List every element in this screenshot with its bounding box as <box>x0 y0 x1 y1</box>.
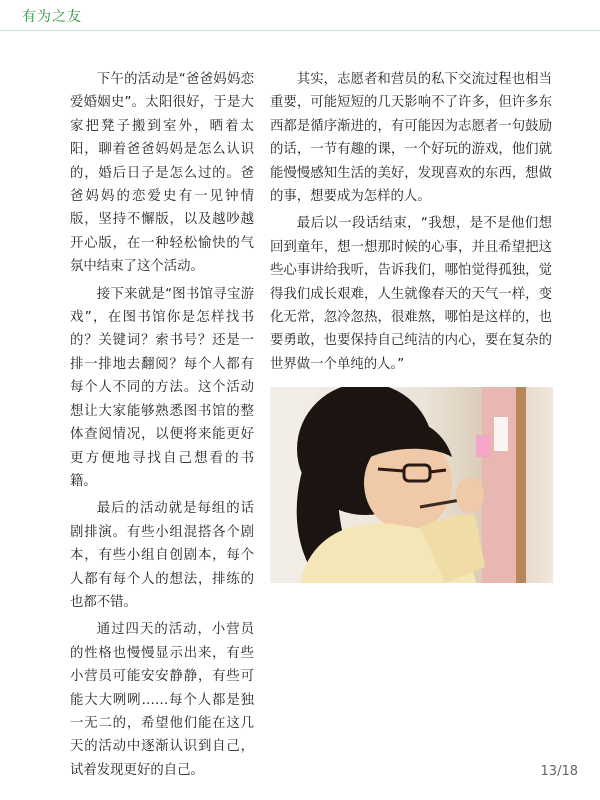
paragraph: 最后的活动就是每组的话剧排演。有些小组混搭各个剧本，有些小组自创剧本，每个人都有每个人的想法，排练的也都不错。 <box>70 501 254 610</box>
paragraph: 下午的活动是“爸爸妈妈恋爱婚姻史”。太阳很好，于是大家把凳子搬到室外，晒着太阳，聊着爸爸妈妈是怎么认识的，婚后日子是怎么过的。爸爸妈妈的恋爱史有一见钟情版，坚持不懈版，以及越吵越开心版，在一种轻松愉快的气氛中结束了这个活动。 <box>70 72 254 275</box>
paragraph: 通过四天的活动，小营员的性格也慢慢显示出来，有些小营员可能安安静静，有些可能大大咧咧……每个人都是独一无二的，希望他们能在这几天的活动中逐渐认识到自己，试着发现更好的自己。 <box>70 622 254 778</box>
header-divider <box>0 30 600 31</box>
page-number: 13/18 <box>540 764 578 779</box>
right-column <box>270 68 552 380</box>
paragraph: 最后以一段话结束，“我想，是不是他们想回到童年，想一想那时候的心事，并且希望把这些心事讲给我听，告诉我们，哪怕觉得孤独，觉得我们成长艰难，人生就像春天的天气一样，变化无常，忽冷忽热，很难熬，哪怕是这样的，也要勇敢，也要保持自己纯洁的内心，要在复杂的世界做一个单纯的人。” <box>270 216 552 372</box>
paragraph: 接下来就是“图书馆寻宝游戏”，在图书馆你是怎样找书的？关键词？索书号？还是一排一排地去翻阅？每个人都有每个人不同的方法。这个活动想让大家能够熟悉图书馆的整体查阅情况，以便将来能更好更方便地寻找自己想看的书籍。 <box>70 286 254 489</box>
header-title: 有为之友 <box>22 9 82 25</box>
photo-girl-drawing <box>270 387 553 583</box>
left-column <box>70 68 254 786</box>
paragraph: 其实，志愿者和营员的私下交流过程也相当重要，可能短短的几天影响不了许多，但许多东西都是循序渐进的，有可能因为志愿者一句鼓励的话，一节有趣的课，一个好玩的游戏，他们就能慢慢感知生活的美好，发现喜欢的东西，想做的事，想要成为怎样的人。 <box>270 72 552 205</box>
